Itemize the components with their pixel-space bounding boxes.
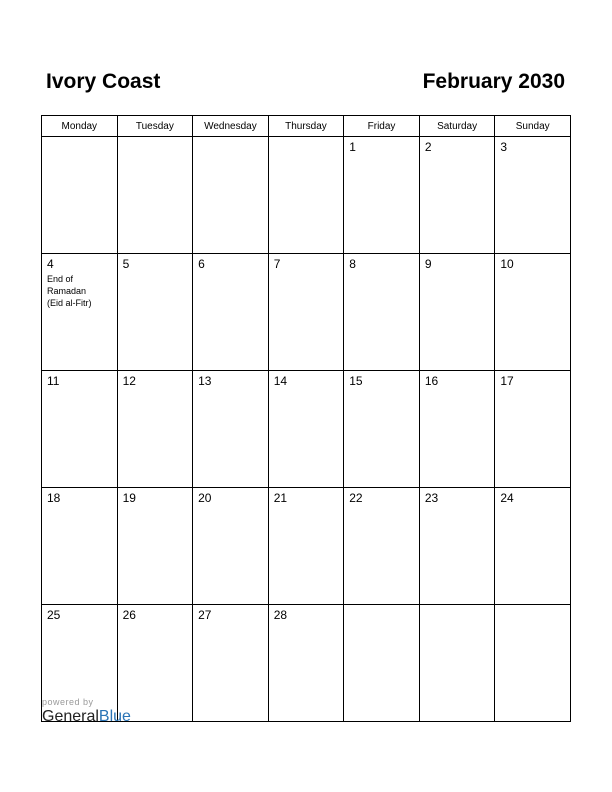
day-cell: [193, 371, 269, 488]
week-row-2: [42, 254, 571, 371]
day-cell: [419, 605, 495, 722]
day-cell: [268, 254, 344, 371]
day-cell: [419, 254, 495, 371]
day-cell: [42, 488, 118, 605]
day-cell: [193, 254, 269, 371]
day-cell: [117, 254, 193, 371]
calendar-country-title: Ivory Coast: [46, 70, 161, 93]
logo-blue: Blue: [98, 708, 131, 725]
day-number: 16: [424, 374, 439, 388]
day-number: 13: [198, 374, 212, 388]
day-number: 26: [122, 608, 136, 622]
calendar-month-title: February 2030: [422, 70, 565, 93]
day-number: 9: [424, 257, 432, 271]
calendar-grid: [41, 115, 571, 722]
day-number: 18: [47, 491, 61, 505]
day-cell: [117, 488, 193, 605]
day-number: 8: [349, 257, 356, 271]
day-cell: [419, 371, 495, 488]
day-cell: [495, 254, 571, 371]
powered-by-text: powered by: [42, 697, 94, 707]
holiday-label: [47, 273, 112, 309]
weekday-sunday: Sunday: [495, 116, 571, 137]
weekday-wednesday: Wednesday: [193, 116, 269, 137]
day-cell: [344, 371, 420, 488]
day-cell: [419, 137, 495, 254]
day-number: 14: [273, 374, 288, 388]
weekday-tuesday: Tuesday: [117, 116, 193, 137]
day-number: 22: [349, 491, 363, 505]
day-cell: [344, 137, 420, 254]
day-number: 28: [273, 608, 288, 622]
day-cell: [268, 488, 344, 605]
day-cell: [193, 488, 269, 605]
day-number: 5: [122, 257, 130, 271]
day-cell: [42, 254, 118, 371]
day-cell: [495, 371, 571, 488]
day-cell: [268, 371, 344, 488]
holiday-line: (Eid al-Fitr): [47, 298, 92, 308]
week-row-1: [42, 137, 571, 254]
day-number: 1: [349, 140, 356, 154]
day-cell: [268, 137, 344, 254]
weekday-saturday: Saturday: [419, 116, 495, 137]
day-cell: [117, 137, 193, 254]
day-cell: [193, 137, 269, 254]
day-cell: [42, 137, 118, 254]
day-number: 27: [198, 608, 212, 622]
day-cell: [419, 488, 495, 605]
holiday-line: End of Ramadan: [47, 274, 87, 296]
day-number: 6: [198, 257, 205, 271]
footer-branding: [42, 697, 131, 726]
weekday-thursday: Thursday: [268, 116, 344, 137]
day-number: 4: [47, 257, 54, 271]
day-cell: [268, 605, 344, 722]
generalblue-logo[interactable]: [42, 708, 131, 726]
day-cell: [42, 371, 118, 488]
day-number: 2: [424, 140, 432, 154]
day-cell: [344, 488, 420, 605]
day-cell: [495, 137, 571, 254]
day-cell: [193, 605, 269, 722]
day-number: 23: [424, 491, 439, 505]
day-number: 11: [47, 374, 60, 388]
day-number: 15: [349, 374, 363, 388]
day-cell: [344, 605, 420, 722]
day-cell: [495, 488, 571, 605]
day-cell: [344, 254, 420, 371]
week-row-4: [42, 488, 571, 605]
day-number: 21: [273, 491, 288, 505]
day-number: 19: [122, 491, 136, 505]
day-number: 7: [273, 257, 281, 271]
day-number: 17: [500, 374, 514, 388]
day-number: 3: [500, 140, 508, 154]
day-number: 25: [47, 608, 61, 622]
day-number: 20: [198, 491, 212, 505]
weekday-monday: Monday: [42, 116, 118, 137]
day-cell: [117, 371, 193, 488]
weekday-friday: Friday: [344, 116, 420, 137]
day-number: 24: [500, 491, 514, 505]
day-number: 12: [122, 374, 136, 388]
day-cell: [495, 605, 571, 722]
day-number: 10: [500, 257, 514, 271]
logo-general: General: [42, 708, 99, 725]
weekday-header-row: [42, 116, 571, 137]
week-row-3: [42, 371, 571, 488]
